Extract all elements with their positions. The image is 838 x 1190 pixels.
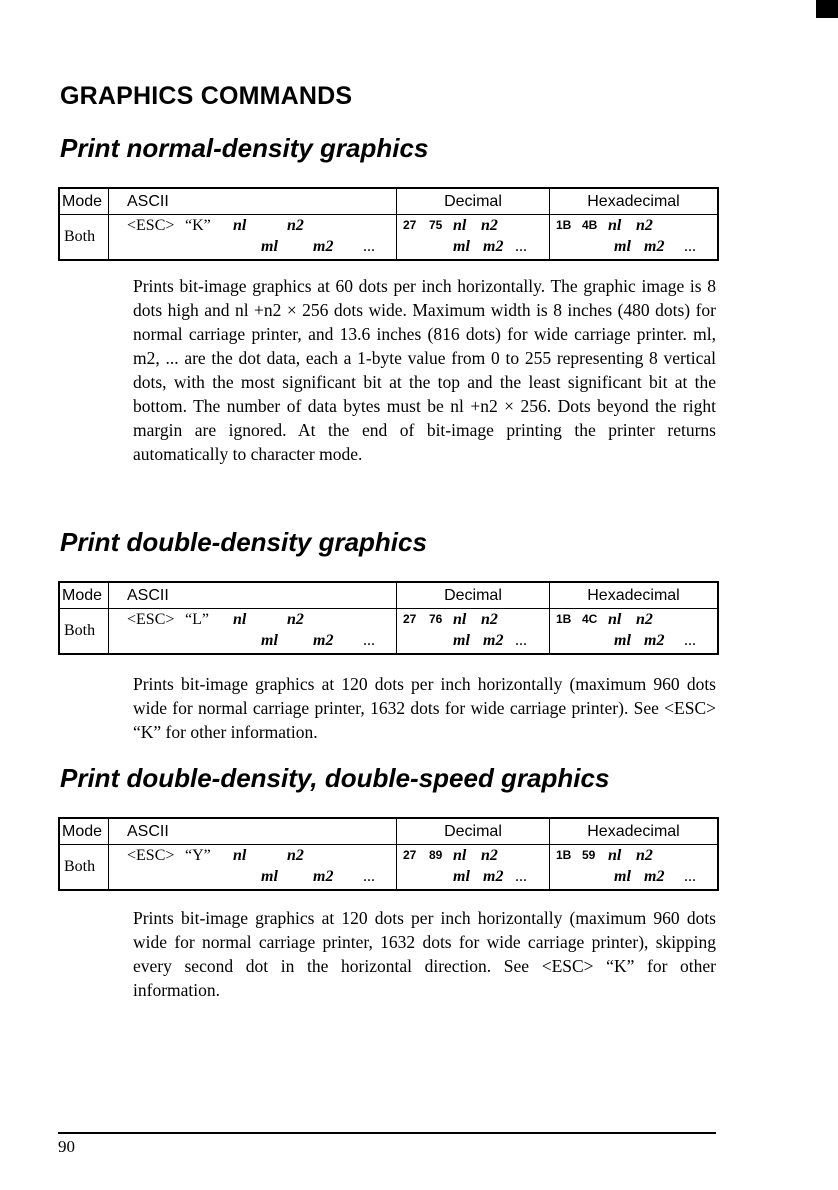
ascii-cell: [109, 845, 397, 891]
cell-text: ml: [614, 868, 631, 885]
param-slot: [481, 609, 498, 630]
cell-text: 27: [403, 218, 417, 232]
hex-cell: [550, 609, 719, 655]
cell-text: n2: [481, 217, 498, 234]
command-table: [58, 817, 719, 891]
cell-text: n2: [481, 611, 498, 628]
cell-text: ...: [684, 868, 696, 885]
table-header-row: [59, 582, 718, 609]
table-row: [59, 609, 718, 655]
table-row: [59, 215, 718, 261]
mode-cell: Both: [59, 845, 109, 891]
section-description: Prints bit-image graphics at 120 dots per inch horizontally (maximum 960 dots wide for normal carriage printer, 1632 dots for wide carriage printer). See <ESC> “K” for other information.: [133, 674, 716, 742]
param-slot: [636, 609, 653, 630]
cell-text: “Y”: [185, 847, 211, 864]
command-table: [58, 187, 719, 261]
param-slot: [453, 866, 470, 887]
cell-text: n2: [481, 847, 498, 864]
ascii-cell: [109, 609, 397, 655]
param-slot: [453, 845, 466, 866]
header-mode: Mode: [59, 818, 109, 845]
param-slot: [233, 845, 246, 866]
command-line: [556, 630, 711, 651]
cell-text: nl: [608, 217, 622, 234]
cell-text: m2: [644, 238, 665, 255]
cell-text: ...: [363, 868, 375, 885]
cell-text: n2: [287, 847, 304, 864]
param-slot: [233, 215, 246, 236]
cell-text: n2: [636, 611, 653, 628]
param-slot: [453, 630, 470, 651]
command-line: [556, 845, 711, 866]
footer-rule: [58, 1132, 716, 1134]
cell-text: ml: [614, 238, 631, 255]
param-slot: [261, 866, 278, 887]
header-hex: Hexadecimal: [550, 188, 719, 215]
param-slot: [483, 236, 503, 257]
cell-text: 76: [429, 612, 443, 626]
cell-text: nl: [608, 611, 622, 628]
command-line: [403, 630, 543, 651]
command-line: [556, 236, 711, 257]
section-title: Print double-density, double-speed graphics: [60, 763, 610, 793]
param-slot: [644, 866, 664, 887]
command-line: [127, 215, 390, 236]
ascii-cell: [109, 215, 397, 261]
cell-text: 89: [429, 848, 443, 862]
cell-text: ml: [614, 632, 631, 649]
param-slot: [636, 845, 653, 866]
cell-text: ml: [453, 238, 470, 255]
param-slot: [261, 236, 278, 257]
cell-text: 59: [582, 848, 596, 862]
param-slot: [608, 845, 621, 866]
command-line: [127, 630, 390, 651]
command-line: [127, 609, 390, 630]
command-line: [403, 236, 543, 257]
section-description: Prints bit-image graphics at 60 dots per inch horizontally. The graphic image is 8 dots high and nl +n2 × 256 dots wide. Maximum width is 8 inches (480 dots) for normal carriage printer, and 13.6 inches (816 dots) for wide carriage printer. ml, m2, ... are the dot data, each a 1-byte value from 0 to 255 representing 8 vertical dots, with the most significant bit at the top and the least significant bit at the bottom. The number of data bytes must be nl +n2 × 256. Dots beyond the right margin are ignored. At the end of bit-image printing the printer returns automatically to character mode.: [133, 276, 716, 464]
hex-cell: [550, 215, 719, 261]
cell-text: ...: [515, 632, 527, 649]
header-decimal: Decimal: [397, 818, 550, 845]
decimal-cell: [397, 845, 550, 891]
table-header-row: [59, 188, 718, 215]
hex-cell: [550, 845, 719, 891]
decimal-cell: [397, 609, 550, 655]
cell-text: <ESC>: [127, 611, 175, 628]
cell-text: nl: [233, 611, 247, 628]
table-row: [59, 845, 718, 891]
header-ascii: ASCII: [109, 188, 397, 215]
cell-text: m2: [483, 632, 504, 649]
param-slot: [287, 215, 304, 236]
mode-cell: Both: [59, 215, 109, 261]
cell-text: <ESC>: [127, 217, 175, 234]
param-slot: [608, 609, 621, 630]
command-line: [556, 609, 711, 630]
cell-text: nl: [233, 217, 247, 234]
command-line: [403, 845, 543, 866]
cell-text: <ESC>: [127, 847, 175, 864]
command-line: [403, 866, 543, 887]
param-slot: [233, 609, 246, 630]
cell-text: ...: [363, 632, 375, 649]
cell-text: ...: [515, 868, 527, 885]
param-slot: [644, 236, 664, 257]
param-slot: [636, 215, 653, 236]
cell-text: nl: [608, 847, 622, 864]
mode-cell: Both: [59, 609, 109, 655]
cell-text: m2: [483, 238, 504, 255]
cell-text: 27: [403, 612, 417, 626]
param-slot: [453, 236, 470, 257]
cell-text: “L”: [185, 611, 209, 628]
param-slot: [614, 236, 631, 257]
cell-text: m2: [313, 868, 334, 885]
page-edge-mark: [816, 0, 838, 18]
param-slot: [644, 630, 664, 651]
cell-text: nl: [453, 611, 467, 628]
param-slot: [481, 215, 498, 236]
param-slot: [481, 845, 498, 866]
command-line: [127, 236, 390, 257]
param-slot: [313, 236, 333, 257]
param-slot: [453, 215, 466, 236]
cell-text: ...: [684, 238, 696, 255]
header-decimal: Decimal: [397, 188, 550, 215]
param-slot: [614, 630, 631, 651]
param-slot: [287, 609, 304, 630]
param-slot: [614, 866, 631, 887]
cell-text: m2: [644, 868, 665, 885]
cell-text: 75: [429, 218, 443, 232]
cell-text: nl: [233, 847, 247, 864]
param-slot: [313, 630, 333, 651]
cell-text: n2: [636, 847, 653, 864]
cell-text: 1B: [556, 218, 572, 232]
command-line: [403, 215, 543, 236]
cell-text: ml: [261, 632, 278, 649]
command-line: [556, 866, 711, 887]
param-slot: [313, 866, 333, 887]
cell-text: m2: [483, 868, 504, 885]
command-line: [556, 215, 711, 236]
cell-text: nl: [453, 847, 467, 864]
command-line: [127, 845, 390, 866]
cell-text: n2: [287, 611, 304, 628]
section-title: Print double-density graphics: [60, 527, 427, 557]
param-slot: [608, 215, 621, 236]
decimal-cell: [397, 215, 550, 261]
cell-text: ml: [261, 868, 278, 885]
cell-text: ...: [684, 632, 696, 649]
section-description: Prints bit-image graphics at 120 dots per inch horizontally (maximum 960 dots wide for normal carriage printer, 1632 dots for wide carriage printer), skipping every second dot in the horizontal direction. See <ESC> “K” for other information.: [133, 908, 716, 1000]
cell-text: n2: [636, 217, 653, 234]
page-number: 90: [58, 1137, 75, 1156]
command-line: [127, 866, 390, 887]
param-slot: [483, 866, 503, 887]
cell-text: 4B: [582, 218, 598, 232]
header-mode: Mode: [59, 188, 109, 215]
param-slot: [453, 609, 466, 630]
param-slot: [287, 845, 304, 866]
header-hex: Hexadecimal: [550, 582, 719, 609]
cell-text: 27: [403, 848, 417, 862]
command-table: [58, 581, 719, 655]
param-slot: [261, 630, 278, 651]
cell-text: m2: [313, 632, 334, 649]
cell-text: 1B: [556, 612, 572, 626]
table-header-row: [59, 818, 718, 845]
header-ascii: ASCII: [109, 582, 397, 609]
cell-text: “K”: [185, 217, 211, 234]
cell-text: 1B: [556, 848, 572, 862]
section-title: Print normal-density graphics: [60, 133, 429, 163]
cell-text: n2: [287, 217, 304, 234]
header-hex: Hexadecimal: [550, 818, 719, 845]
header-ascii: ASCII: [109, 818, 397, 845]
cell-text: ml: [453, 632, 470, 649]
header-decimal: Decimal: [397, 582, 550, 609]
cell-text: nl: [453, 217, 467, 234]
cell-text: ...: [363, 238, 375, 255]
cell-text: m2: [644, 632, 665, 649]
cell-text: 4C: [582, 612, 598, 626]
header-mode: Mode: [59, 582, 109, 609]
cell-text: ml: [261, 238, 278, 255]
param-slot: [483, 630, 503, 651]
cell-text: ...: [515, 238, 527, 255]
cell-text: ml: [453, 868, 470, 885]
cell-text: m2: [313, 238, 334, 255]
page-title: GRAPHICS COMMANDS: [60, 82, 353, 110]
command-line: [403, 609, 543, 630]
